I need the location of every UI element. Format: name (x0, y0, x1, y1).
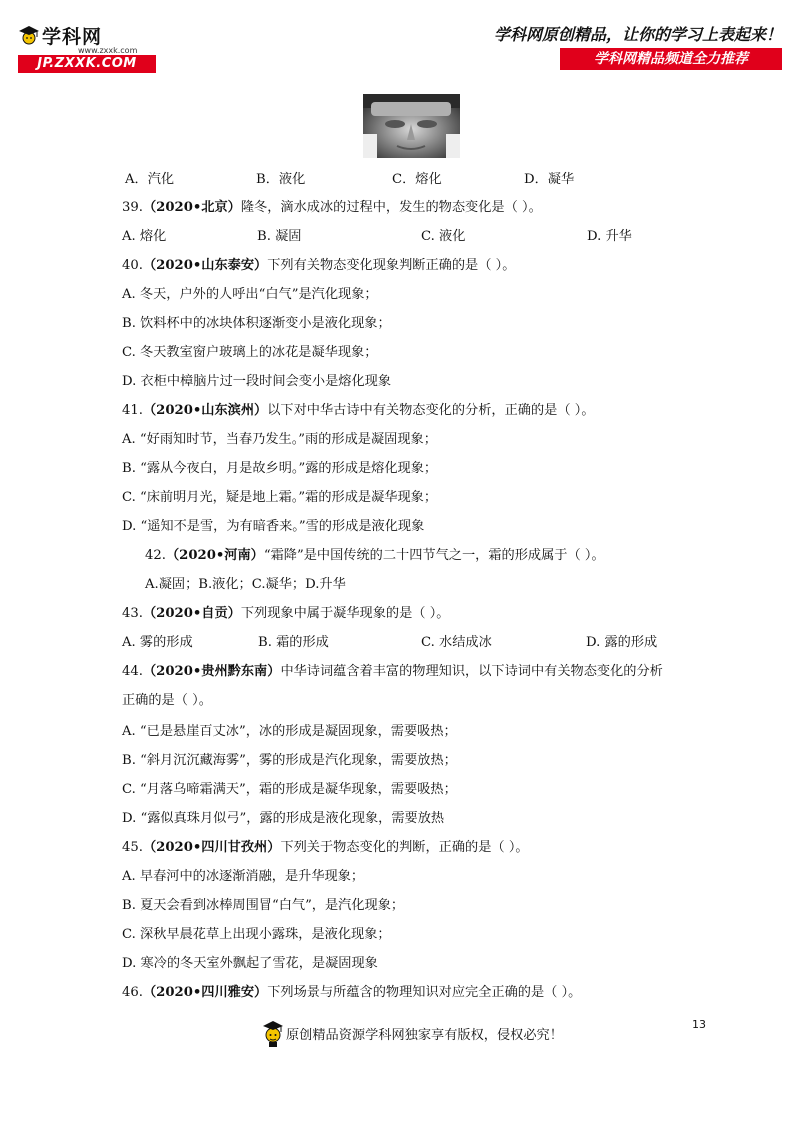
q44-option-b: B. “斜月沉沉藏海雾”，雾的形成是汽化现象，需要放热； (122, 753, 457, 768)
q45-option-c: C. 深秋早晨花草上出现小露珠，是液化现象； (122, 927, 391, 942)
question-43: 43.（2020•自贡）下列现象中属于凝华现象的是（ ）。 (122, 606, 450, 621)
q39-option-b: B. 凝固 (257, 229, 302, 244)
question-44: 44.（2020•贵州黔东南）中华诗词蕴含着丰富的物理知识，以下诗词中有关物态变化的分析 (122, 664, 663, 679)
question-39: 39.（2020•北京）隆冬，滴水成冰的过程中，发生的物态变化是（ ）。 (122, 200, 542, 215)
q39-option-a: A. 熔化 (122, 229, 167, 244)
q44-option-a: A. “已是悬崖百丈冰”，冰的形成是凝固现象，需要吸热； (122, 724, 457, 739)
q43-option-a: A. 雾的形成 (122, 635, 193, 650)
footer-text: 原创精品资源学科网独家享有版权，侵权必究！ (286, 1027, 563, 1043)
site-logo[interactable] (18, 22, 158, 74)
logo-url: www.zxxk.com (78, 46, 138, 55)
promo-banner: 学科网精品频道全力推荐 (560, 48, 782, 70)
q45-option-d: D. 寒冷的冬天室外飘起了雪花，是凝固现象 (122, 956, 378, 971)
q45-option-b: B. 夏天会看到冰棒周围冒“白气”，是汽化现象； (122, 898, 405, 913)
question-44-cont: 正确的是（ ）。 (122, 693, 212, 708)
q43-option-b: B. 霜的形成 (258, 635, 329, 650)
q40-option-b: B. 饮料杯中的冰块体积逐渐变小是液化现象； (122, 316, 391, 331)
q40-option-a: A. 冬天，户外的人呼出“白气”是汽化现象； (122, 287, 378, 302)
header-slogan: 学科网原创精品，让你的学习上表起来！ (493, 25, 782, 44)
q40-option-c: C. 冬天教室窗户玻璃上的冰花是凝华现象； (122, 345, 378, 360)
q38-option-b: B．液化 (256, 172, 306, 187)
q44-option-d: D. “露似真珠月似弓”，露的形成是液化现象，需要放热 (122, 811, 445, 826)
question-42: 42.（2020•河南）“霜降”是中国传统的二十四节气之一，霜的形成属于（ ）。 (145, 548, 605, 563)
logo-brand-text: 学科网 (42, 25, 103, 48)
q41-option-b: B. “露从今夜白，月是故乡明。”露的形成是熔化现象； (122, 461, 438, 476)
q40-option-d: D. 衣柜中樟脑片过一段时间会变小是熔化现象 (122, 374, 392, 389)
question-40: 40.（2020•山东泰安）下列有关物态变化现象判断正确的是（ ）。 (122, 258, 516, 273)
page-number: 13 (692, 1018, 706, 1031)
q38-option-a: A．汽化 (125, 172, 175, 187)
face-photo (363, 94, 460, 158)
q41-option-c: C. “床前明月光，疑是地上霜。”霜的形成是凝华现象； (122, 490, 438, 505)
q39-option-c: C. 液化 (421, 229, 466, 244)
q43-option-c: C. 水结成冰 (421, 635, 492, 650)
q38-option-d: D．凝华 (524, 172, 575, 187)
q38-option-c: C．熔化 (392, 172, 442, 187)
q44-option-c: C. “月落乌啼霜满天”，霜的形成是凝华现象，需要吸热； (122, 782, 457, 797)
q41-option-a: A. “好雨知时节，当春乃发生。”雨的形成是凝固现象； (122, 432, 437, 447)
q42-options: A.凝固；B.液化；C.凝华；D.升华 (145, 577, 346, 592)
question-46: 46.（2020•四川雅安）下列场景与所蕴含的物理知识对应完全正确的是（ ）。 (122, 985, 582, 1000)
question-45: 45.（2020•四川甘孜州）下列关于物态变化的判断，正确的是（ ）。 (122, 840, 529, 855)
logo-domain-bar: JP.ZXXK.COM (18, 55, 156, 73)
graduation-cap-icon (262, 1018, 284, 1048)
q41-option-d: D. “遥知不是雪，为有暗香来。”雪的形成是液化现象 (122, 519, 425, 534)
q45-option-a: A. 早春河中的冰逐渐消融，是升华现象； (122, 869, 365, 884)
q39-option-d: D. 升华 (587, 229, 632, 244)
graduation-cap-icon (18, 24, 40, 46)
footer-copyright (262, 1018, 563, 1048)
question-41: 41.（2020•山东滨州）以下对中华古诗中有关物态变化的分析，正确的是（ ）。 (122, 403, 595, 418)
q43-option-d: D. 露的形成 (586, 635, 658, 650)
